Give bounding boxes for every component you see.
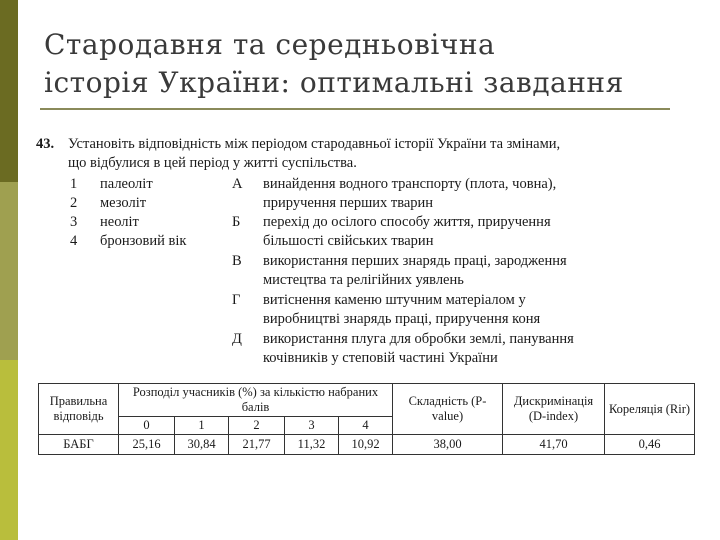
header-discrimination: Дискримінація (D-index) bbox=[503, 384, 605, 435]
header-difficulty: Складність (P-value) bbox=[393, 384, 503, 435]
score-column-header: 2 bbox=[229, 417, 285, 435]
cell-correct-answer: БАБГ bbox=[39, 435, 119, 455]
question-number: 43. bbox=[36, 136, 55, 152]
cell-score-pct: 30,84 bbox=[175, 435, 229, 455]
score-column-header: 0 bbox=[119, 417, 175, 435]
option-text: перехід до осілого способу життя, приручення bbox=[263, 214, 551, 230]
option-text: мистецтва та релігійних уявлень bbox=[263, 272, 464, 288]
period-number: 4 bbox=[70, 233, 78, 249]
item-statistics-table bbox=[38, 383, 695, 455]
matching-block bbox=[36, 175, 696, 370]
cell-correlation: 0,46 bbox=[605, 435, 695, 455]
cell-score-pct: 25,16 bbox=[119, 435, 175, 455]
cell-score-pct: 11,32 bbox=[285, 435, 339, 455]
option-text: виробництві знарядь праці, приручення коня bbox=[263, 311, 541, 327]
side-bar-segment-dark bbox=[0, 0, 18, 182]
cell-discrimination: 41,70 bbox=[503, 435, 605, 455]
question-stem-line bbox=[36, 154, 696, 173]
option-letter: Г bbox=[232, 292, 241, 308]
question-text-line1: Установіть відповідність між періодом стародавньої історії України та змінами, bbox=[68, 136, 561, 152]
option-letter: Д bbox=[232, 331, 242, 347]
option-text: кочівників у степовій частині України bbox=[263, 350, 498, 366]
title-divider bbox=[40, 108, 670, 110]
cell-score-pct: 10,92 bbox=[339, 435, 393, 455]
slide-title-line2: історія України: оптимальні завдання bbox=[44, 66, 624, 99]
period-number: 3 bbox=[70, 214, 78, 230]
period-label: палеоліт bbox=[100, 176, 153, 192]
side-bar-segment-light bbox=[0, 360, 18, 540]
period-number: 2 bbox=[70, 195, 78, 211]
period-label: мезоліт bbox=[100, 195, 147, 211]
header-score-distribution: Розподіл учасників (%) за кількістю набраних балів bbox=[119, 384, 393, 417]
option-text: використання перших знарядь праці, зародження bbox=[263, 253, 567, 269]
option-text: використання плуга для обробки землі, панування bbox=[263, 331, 574, 347]
period-label: неоліт bbox=[100, 214, 139, 230]
side-accent-bar bbox=[0, 0, 18, 540]
period-number: 1 bbox=[70, 176, 78, 192]
header-correct-answer: Правильна відповідь bbox=[39, 384, 119, 435]
score-column-header: 4 bbox=[339, 417, 393, 435]
score-column-header: 1 bbox=[175, 417, 229, 435]
option-text: винайдення водного транспорту (плота, човна), bbox=[263, 176, 557, 192]
option-letter: В bbox=[232, 253, 242, 269]
question-stem bbox=[36, 135, 696, 173]
option-text: витіснення каменю штучним матеріалом у bbox=[263, 292, 526, 308]
question-text-line2: що відбулися в цей період у житті суспільства. bbox=[68, 155, 357, 171]
option-letter: А bbox=[232, 176, 243, 192]
slide-title-line1: Стародавня та середньовічна bbox=[44, 28, 496, 61]
side-bar-segment-mid bbox=[0, 182, 18, 360]
period-label: бронзовий вік bbox=[100, 233, 187, 249]
option-text: більшості свійських тварин bbox=[263, 233, 434, 249]
header-correlation: Кореляція (Rir) bbox=[605, 384, 695, 435]
score-column-header: 3 bbox=[285, 417, 339, 435]
option-letter: Б bbox=[232, 214, 241, 230]
cell-difficulty: 38,00 bbox=[393, 435, 503, 455]
question-stem-line bbox=[36, 135, 696, 154]
option-text: приручення перших тварин bbox=[263, 195, 434, 211]
cell-score-pct: 21,77 bbox=[229, 435, 285, 455]
table-row bbox=[39, 435, 695, 455]
slide-title bbox=[44, 26, 684, 102]
